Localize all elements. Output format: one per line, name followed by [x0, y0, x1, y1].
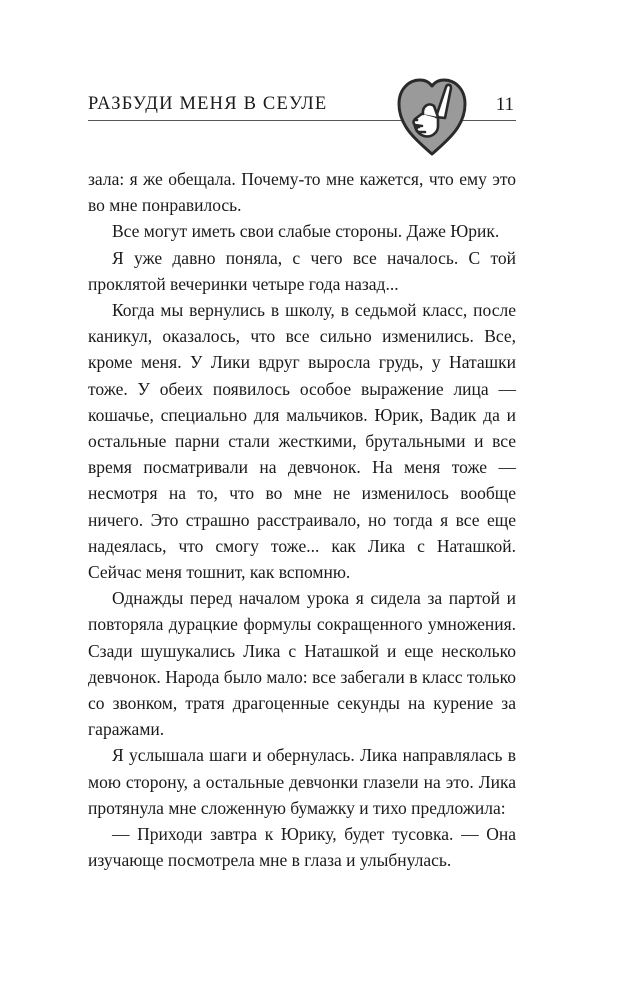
paragraph: зала: я же обещала. Почему-то мне кажется, что ему это во мне понравилось. — [88, 169, 516, 216]
book-title: РАЗБУДИ МЕНЯ В СЕУЛЕ — [88, 94, 328, 114]
paragraph: Все могут иметь свои слабые стороны. Даже Юрик. — [112, 221, 500, 242]
paragraph: Я услышала шаги и обернулась. Лика направлялась в мою сторону, а остальные девчонки глазели на это. Лика протянула мне сложенную бумажку и тихо предложила: — [88, 745, 516, 818]
body-text — [88, 166, 516, 873]
paragraph: Когда мы вернулись в школу, в седьмой класс, после каникул, оказалось, что все сильно изменились. Все, кроме меня. У Лики вдруг выросла грудь, у Наташки тоже. У обеих появилось особое выражение лица — кошачье, специально для мальчиков. Юрик, Вадик да и остальные парни стали жесткими, брутальными и все время посматривали на девчонок. На меня тоже — несмотря на то, что во мне не изменилось вообще ничего. Это страшно расстраивало, но тогда я все еще надеялась, что смогу тоже... как Лика с Наташкой. Сейчас меня тошнит, как вспомню. — [88, 300, 516, 583]
paragraph: Однажды перед началом урока я сидела за партой и повторяла дурацкие формулы сокращенного умножения. Сзади шушукались Лика с Наташкой и еще несколько девчонок. Народа было мало: все забегали в класс только со звонком, тратя драгоценные секунды на курение за гаражами. — [88, 588, 516, 740]
heart-finger-heart-icon — [396, 70, 468, 158]
paragraph: Я уже давно поняла, с чего все началось. С той проклятой вечеринки четыре года назад... — [88, 247, 516, 294]
page-number: 11 — [495, 94, 514, 115]
paragraph: — Приходи завтра к Юрику, будет тусовка. — Она изучающе посмотрела мне в глаза и улыбнулась. — [88, 824, 516, 871]
